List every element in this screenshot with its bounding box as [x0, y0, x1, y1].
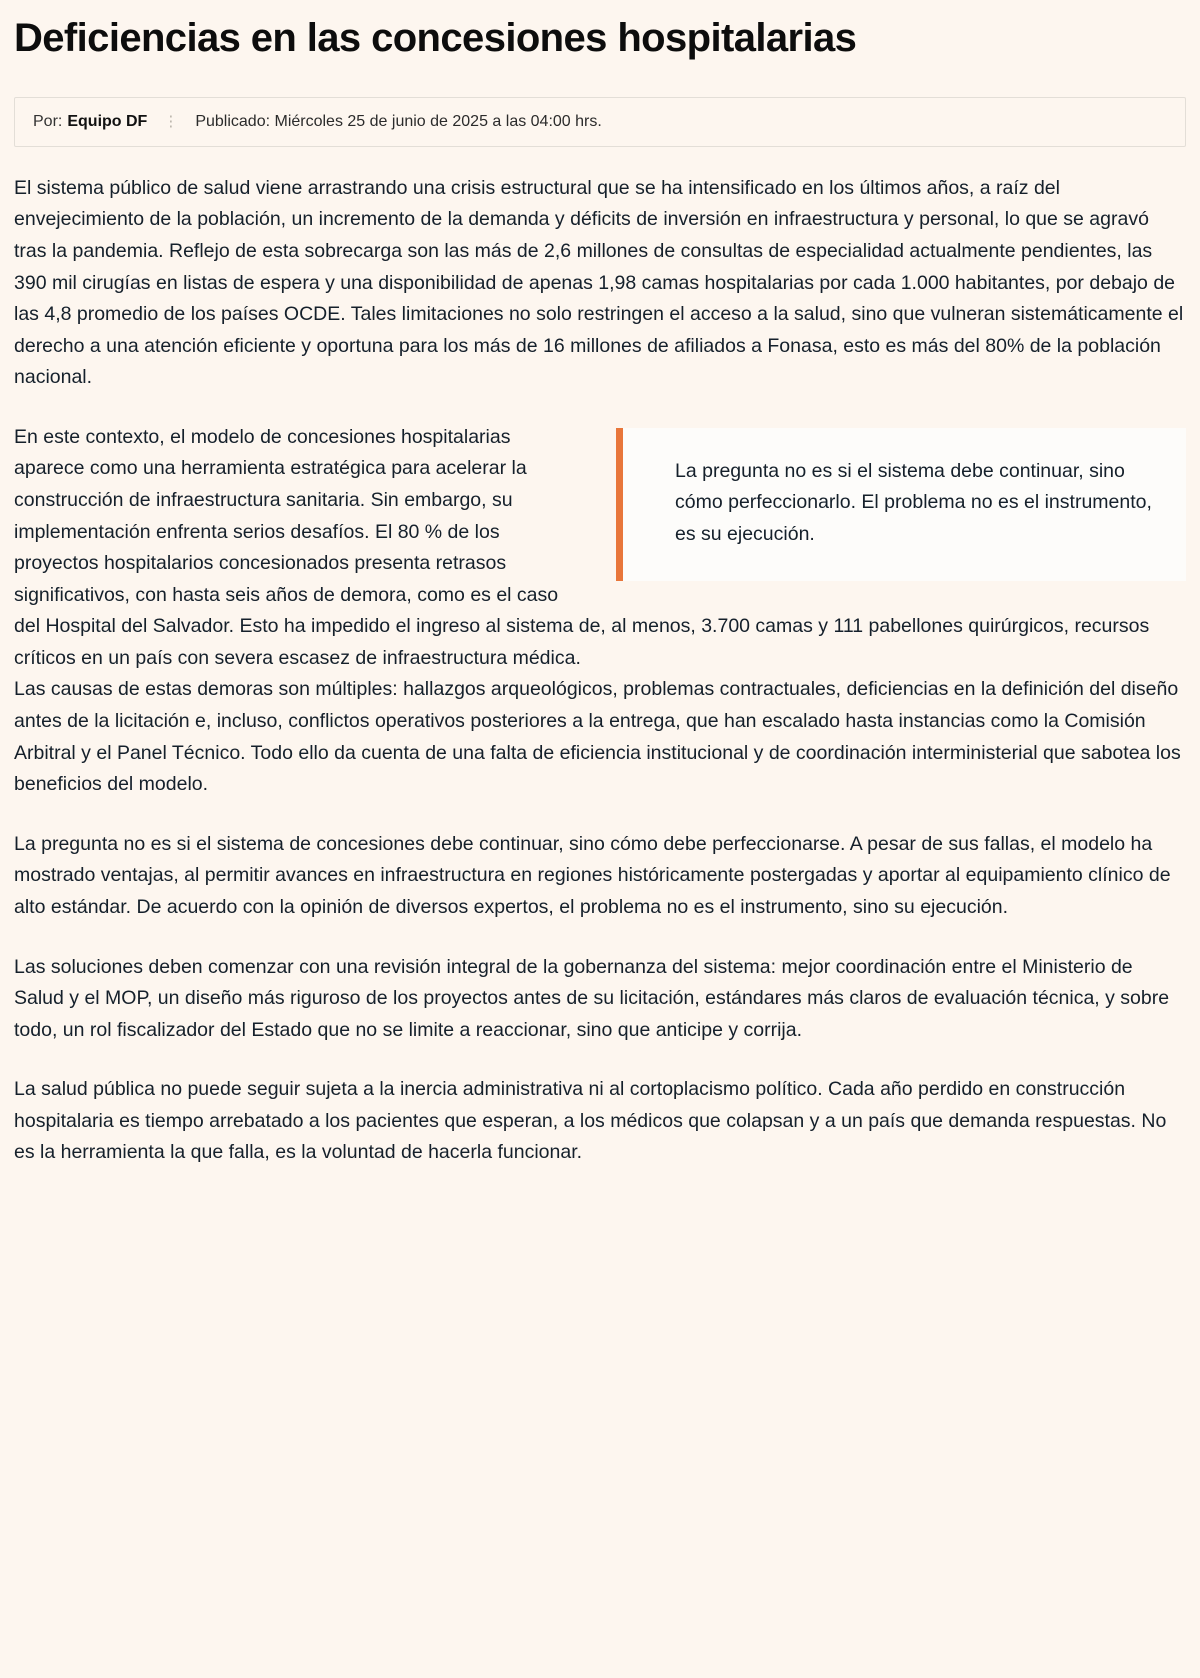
paragraph-6: La salud pública no puede seguir sujeta a la inercia administrativa ni al cortoplacismo político. Cada año perdido en construcción hospitalaria es tiempo arrebatado a los pacientes que esperan, a los médicos que colapsan y a un país que demanda respuestas. No es la herramienta la que falla, es la voluntad de hacerla funcionar.	[14, 1078, 1167, 1164]
paragraph-4: La pregunta no es si el sistema de concesiones debe continuar, sino cómo debe perfeccionarse. A pesar de sus fallas, el modelo ha mostrado ventajas, al permitir avances en infraestructura en regiones históricamente postergadas y aportar al equipamiento clínico de alto estándar. De acuerdo con la opinión de diversos expertos, el problema no es el instrumento, sino su ejecución.	[14, 832, 1171, 918]
byline-author-label: Por:	[33, 112, 63, 130]
byline-author-name[interactable]: Equipo DF	[67, 112, 148, 130]
pull-quote-text: La pregunta no es si el sistema debe continuar, sino cómo perfeccionarlo. El problema no es el instrumento, es su ejecución.	[675, 459, 1152, 545]
byline-author-segment	[33, 113, 147, 131]
pull-quote	[616, 428, 1186, 581]
paragraph-1: El sistema público de salud viene arrastrando una crisis estructural que se ha intensificado en los últimos años, a raíz del envejecimiento de la población, un incremento de la demanda y déficits de inversión en infraestructura y personal, lo que se agravó tras la pandemia. Reflejo de esta sobrecarga son las más de 2,6 millones de consultas de especialidad actualmente pendientes, las 390 mil cirugías en listas de espera y una disponibilidad de apenas 1,98 camas hospitalarias por cada 1.000 habitantes, por debajo de las 4,8 promedio de los países OCDE. Tales limitaciones no solo restringen el acceso a la salud, sino que vulneran sistemáticamente el derecho a una atención eficiente y oportuna para los más de 16 millones de afiliados a Fonasa, esto es más del 80% de la población nacional.	[14, 176, 1184, 389]
page-title: Deficiencias en las concesiones hospitalarias	[14, 16, 857, 60]
byline-separator-icon: ⋮	[163, 113, 180, 131]
byline-published-date: Publicado: Miércoles 25 de junio de 2025 a las 04:00 hrs.	[195, 112, 602, 130]
article-page	[0, 16, 1200, 1209]
byline	[14, 97, 1186, 147]
article-body	[14, 173, 1186, 1169]
paragraph-2: En este contexto, el modelo de concesiones hospitalarias aparece como una herramienta estratégica para acelerar la construcción de infraestructura sanitaria. Sin embargo, su implementación enfrenta serios desafíos. El 80 % de los proyectos hospitalarios concesionados presenta retrasos significativos, con hasta seis años de demora, como es el caso del Hospital del Salvador. Esto ha impedido el ingreso al sistema de, al menos, 3.700 camas y 111 pabellones quirúrgicos, recursos críticos en un país con severa escasez de infraestructura médica.	[14, 425, 1150, 669]
paragraph-2-block	[14, 422, 1186, 675]
paragraph-5: Las soluciones deben comenzar con una revisión integral de la gobernanza del sistema: mejor coordinación entre el Ministerio de Salud y el MOP, un diseño más riguroso de los proyectos antes de su licitación, estándares más claros de evaluación técnica, y sobre todo, un rol fiscalizador del Estado que no se limite a reaccionar, sino que anticipe y corrija.	[14, 955, 1170, 1041]
paragraph-3: Las causas de estas demoras son múltiples: hallazgos arqueológicos, problemas contractuales, deficiencias en la definición del diseño antes de la licitación e, incluso, conflictos operativos posteriores a la entrega, que han escalado hasta instancias como la Comisión Arbitral y el Panel Técnico. Todo ello da cuenta de una falta de eficiencia institucional y de coordinación interministerial que sabotea los beneficios del modelo.	[14, 678, 1181, 796]
